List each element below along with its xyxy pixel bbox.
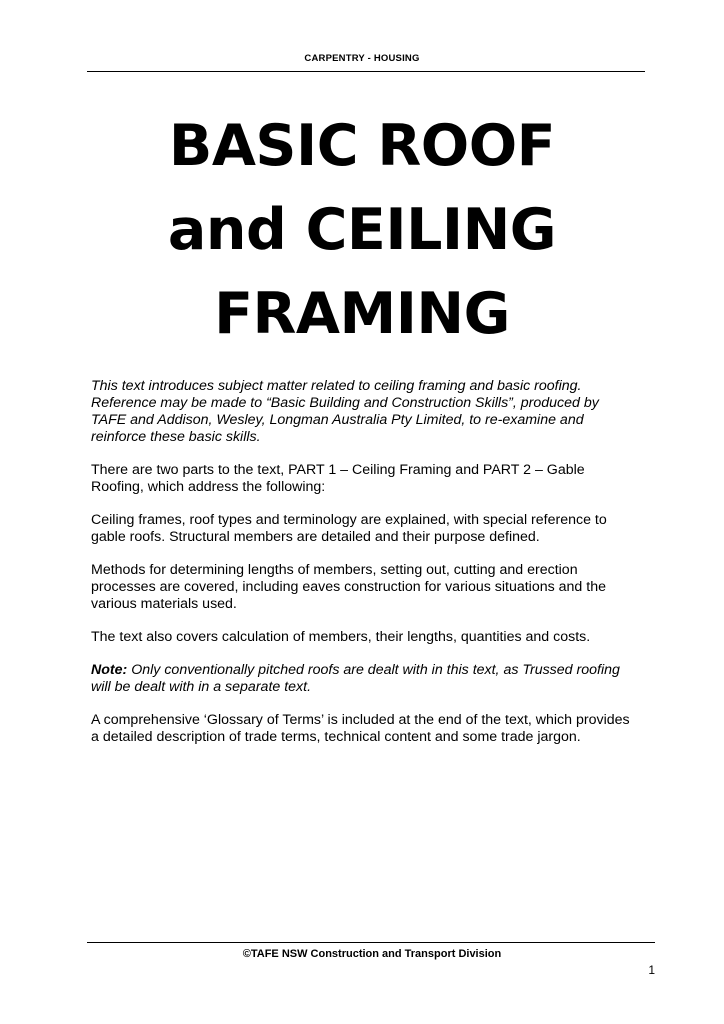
- title-line-2: and CEILING: [167, 197, 557, 263]
- note-text: Only conventionally pitched roofs are dealt with in this text, as Trussed roofing will be dealt with in a separate text.: [91, 662, 620, 695]
- document-title: [0, 104, 724, 356]
- header-divider: [87, 71, 645, 72]
- running-header: CARPENTRY - HOUSING: [304, 53, 420, 64]
- calculation-paragraph: The text also covers calculation of members, their lengths, quantities and costs.: [91, 629, 591, 645]
- page-number: 1: [648, 963, 655, 977]
- note-paragraph: [91, 662, 636, 696]
- title-line-3: FRAMING: [214, 281, 510, 347]
- glossary-paragraph: A comprehensive ‘Glossary of Terms’ is included at the end of the text, which provides a detailed description of trade terms, technical content and some trade jargon.: [91, 712, 630, 745]
- body-text: [91, 378, 636, 762]
- parts-paragraph: There are two parts to the text, PART 1 – Ceiling Framing and PART 2 – Gable Roofing, which address the following:: [91, 462, 585, 495]
- frames-paragraph: Ceiling frames, roof types and terminology are explained, with special reference to gable roofs. Structural members are detailed and their purpose defined.: [91, 512, 607, 545]
- footer-copyright: ©TAFE NSW Construction and Transport Division: [242, 948, 502, 960]
- note-label: Note:: [91, 662, 128, 678]
- intro-paragraph: This text introduces subject matter related to ceiling framing and basic roofing. Reference may be made to “Basic Building and Construction Skills”, produced by TAFE and Addison, Wesley, Longman Australia Pty Limited, to re-examine and reinforce these basic skills.: [91, 378, 599, 445]
- footer-divider: [87, 942, 655, 943]
- title-line-1: BASIC ROOF: [168, 113, 556, 179]
- methods-paragraph: Methods for determining lengths of members, setting out, cutting and erection processes are covered, including eaves construction for various situations and the various materials used.: [91, 562, 606, 612]
